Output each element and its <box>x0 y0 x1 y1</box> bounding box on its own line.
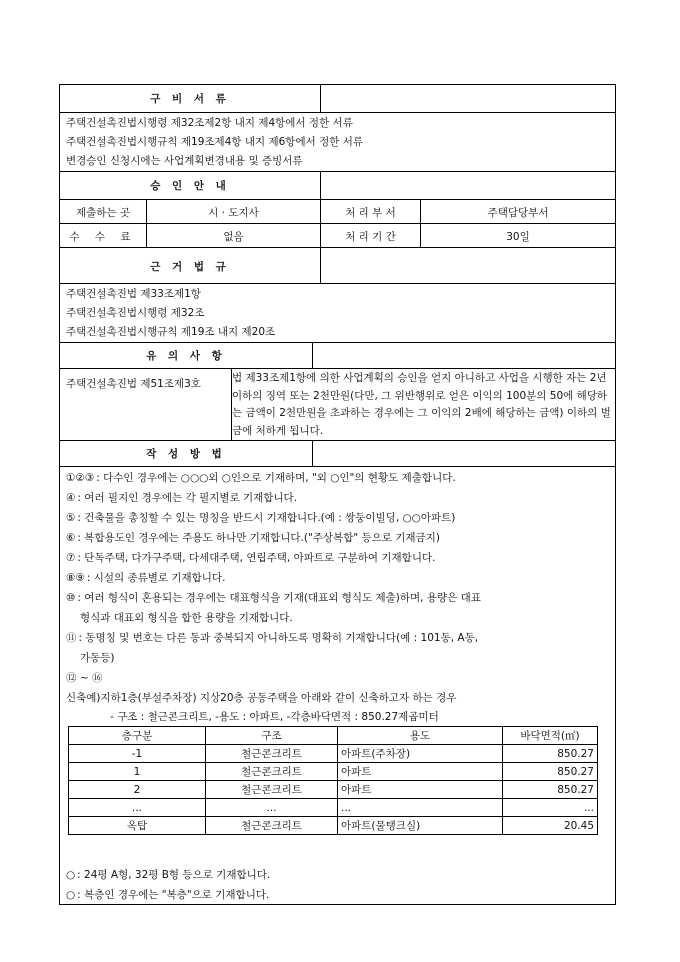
table-row <box>69 799 598 817</box>
method-item-cont: 형식과 대표외 형식을 합한 용량을 기재합니다. <box>80 612 293 624</box>
divider <box>59 199 616 200</box>
dept-value: 주택담당부서 <box>487 207 549 219</box>
submit-value: 시 · 도지사 <box>208 207 259 219</box>
table-cell: ... <box>338 799 503 817</box>
note-item: ○ : 24평 A형, 32평 B형 등으로 기재합니다. <box>66 869 271 881</box>
table-cell: -1 <box>69 745 206 763</box>
divider <box>59 171 616 172</box>
method-heading: 작 성 방 법 <box>146 448 226 460</box>
method-item: ⑦ : 단독주택, 다가구주택, 다세대주택, 연립주택, 아파트로 구분하여 기재합니다. <box>66 552 436 564</box>
dept-label: 처 리 부 서 <box>345 207 396 219</box>
table-header-row <box>69 727 598 745</box>
example-summary: - 구조 : 철근콘크리트, -용도 : 아파트, -각층바닥면적 : 850.27제곱미터 <box>110 711 439 723</box>
law-line-3: 주택건설촉진법시행규칙 제19조 내지 제20조 <box>66 326 276 338</box>
method-item: ⑪ : 동명칭 및 번호는 다른 동과 중복되지 아니하도록 명확히 기재합니다(예 : 101동, A동, <box>66 632 479 644</box>
divider <box>59 247 616 248</box>
table-cell: 850.27 <box>503 763 598 781</box>
table-row <box>69 763 598 781</box>
divider <box>59 283 616 284</box>
table-cell: 20.45 <box>503 817 598 835</box>
table-cell: ... <box>206 799 338 817</box>
table-cell: 철근콘크리트 <box>206 763 338 781</box>
period-value: 30일 <box>506 231 530 243</box>
table-cell: 철근콘크리트 <box>206 781 338 799</box>
docs-line-2: 주택건설촉진법시행규칙 제19조제4항 내지 제6항에서 정한 서류 <box>66 136 363 148</box>
law-line-1: 주택건설촉진법 제33조제1항 <box>66 288 201 300</box>
method-item: ⑥ : 복합용도인 경우에는 주용도 하나만 기재합니다.("주상복합" 등으로 기재금지) <box>66 532 440 544</box>
method-item: ⑩ : 여러 형식이 혼용되는 경우에는 대표형식을 기재(대표외 형식도 제출)하며, 용량은 대표 <box>66 592 481 604</box>
note-item: ○ : 복층인 경우에는 "복층"으로 기재합니다. <box>66 889 270 901</box>
divider <box>312 440 313 466</box>
method-item-cont: 가동등) <box>80 652 115 664</box>
table-row <box>69 745 598 763</box>
docs-line-1: 주택건설촉진법시행령 제32조제2항 내지 제4항에서 정한 서류 <box>66 117 353 129</box>
table-cell: 850.27 <box>503 745 598 763</box>
divider <box>320 247 321 283</box>
table-row <box>69 817 598 835</box>
caution-body: 법 제33조제1항에 의한 사업계획의 승인을 얻지 아니하고 사업을 시행한 자는 2년 이하의 징역 또는 2천만원(다만, 그 위반행위로 얻은 이익의 100분의 50에 해당하는 금액이 2천만원을 초과하는 경우에는 그 이익의 2배에 해당하는 금액) 이하의 벌금에 처하게 됩니다. <box>232 372 611 437</box>
table-cell: 철근콘크리트 <box>206 817 338 835</box>
method-item: ⑤ : 건축물을 총칭할 수 있는 명칭을 반드시 기재합니다.(예 : 쌍둥이빌딩, ○○아파트) <box>66 512 456 524</box>
period-label: 처 리 기 간 <box>345 231 396 243</box>
divider <box>312 342 313 368</box>
divider <box>59 223 616 224</box>
docs-line-3: 변경승인 신청시에는 사업계획변경내용 및 증빙서류 <box>66 155 303 167</box>
table-cell: 철근콘크리트 <box>206 745 338 763</box>
submit-label: 제출하는 곳 <box>75 207 131 219</box>
table-cell: ... <box>69 799 206 817</box>
floor-table <box>68 726 598 835</box>
method-item: ④ : 여러 필지인 경우에는 각 필지별로 기재합니다. <box>66 492 298 504</box>
caution-heading: 유 의 사 항 <box>146 350 226 362</box>
table-header: 층구분 <box>69 727 206 745</box>
caution-ref: 주택건설촉진법 제51조제3호 <box>66 378 201 390</box>
table-cell: 옥탑 <box>69 817 206 835</box>
divider <box>320 171 321 199</box>
divider <box>59 368 616 369</box>
law-line-2: 주택건설촉진법시행령 제32조 <box>66 307 205 319</box>
approval-heading: 승 인 안 내 <box>150 180 230 192</box>
divider <box>320 84 321 112</box>
fee-value: 없음 <box>223 231 244 243</box>
table-header: 용도 <box>338 727 503 745</box>
divider <box>59 466 616 467</box>
law-heading: 근 거 법 규 <box>150 261 230 273</box>
method-item: ⑫ ~ ⑯ <box>66 672 103 684</box>
docs-heading: 구 비 서 류 <box>150 93 230 105</box>
table-header: 바닥면적(㎡) <box>503 727 598 745</box>
table-cell: 850.27 <box>503 781 598 799</box>
divider <box>59 342 616 343</box>
divider <box>59 440 616 441</box>
method-item: ①②③ : 다수인 경우에는 ○○○외 ○인으로 기재하며, "외 ○인"의 현황도 제출합니다. <box>66 472 456 484</box>
table-cell: 아파트 <box>338 763 503 781</box>
method-item: ⑧⑨ : 시설의 종류별로 기재합니다. <box>66 572 226 584</box>
table-cell: 2 <box>69 781 206 799</box>
table-cell: 1 <box>69 763 206 781</box>
example-intro: 신축예)지하1층(부설주차장) 지상20층 공동주택을 아래와 같이 신축하고자 하는 경우 <box>66 692 457 704</box>
table-cell: 아파트 <box>338 781 503 799</box>
fee-label: 수 수 료 <box>69 231 137 243</box>
table-cell: 아파트(주차장) <box>338 745 503 763</box>
table-cell: ... <box>503 799 598 817</box>
table-cell: 아파트(물탱크실) <box>338 817 503 835</box>
divider <box>59 112 616 113</box>
table-row <box>69 781 598 799</box>
table-header: 구조 <box>206 727 338 745</box>
